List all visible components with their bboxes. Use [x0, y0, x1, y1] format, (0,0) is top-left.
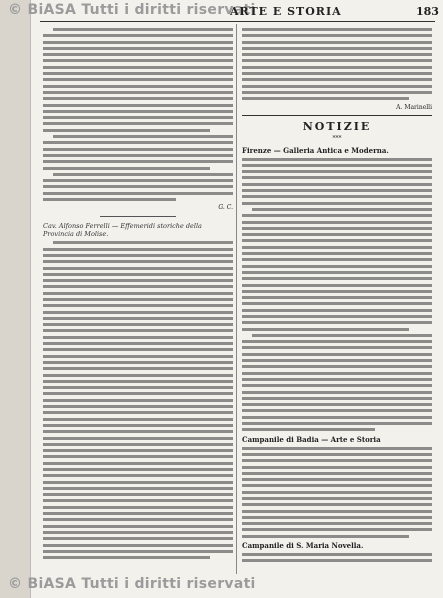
page-number: 183: [416, 5, 439, 18]
text-block-3: [242, 28, 432, 100]
separator: [100, 216, 176, 217]
text-block-1: [43, 28, 233, 201]
right-column: [242, 28, 432, 578]
text-block-6: [242, 553, 432, 562]
watermark-bottom: © BiASA Tutti i diritti riservati: [8, 576, 256, 592]
section-rule-top: [242, 115, 432, 116]
text-block-4: [242, 158, 432, 432]
text-block-2: [43, 241, 233, 559]
section-title: NOTIZIE: [302, 119, 372, 133]
text-block-5: [242, 447, 432, 538]
running-head: ARTE E STORIA: [230, 5, 342, 18]
section-mark: ***: [332, 134, 342, 142]
page-edge: [0, 0, 30, 598]
review-heading: Cav. Alfonso Ferrelli — Effemeridi storiche della Provincia di Molise.: [43, 222, 202, 239]
news-lead-badia: [242, 435, 432, 444]
news-lead-maria-novella-text: Campanile di S. Maria Novella.: [242, 541, 364, 551]
news-lead-maria-novella: [242, 541, 432, 550]
news-lead-badia-text: Campanile di Badia — Arte e Storia: [242, 434, 381, 444]
watermark-top: © BiASA Tutti i diritti riservati: [8, 2, 256, 18]
margin-line: [30, 0, 31, 598]
header-rule: [40, 21, 435, 22]
signature-marinelli: A. Marinelli: [396, 103, 432, 111]
left-column: [43, 28, 233, 578]
news-lead-firenze-text: Firenze — Galleria Antica e Moderna.: [242, 145, 389, 155]
news-lead-firenze: [242, 146, 432, 155]
signature-gc: G. C.: [218, 204, 233, 212]
column-rule: [236, 24, 237, 574]
